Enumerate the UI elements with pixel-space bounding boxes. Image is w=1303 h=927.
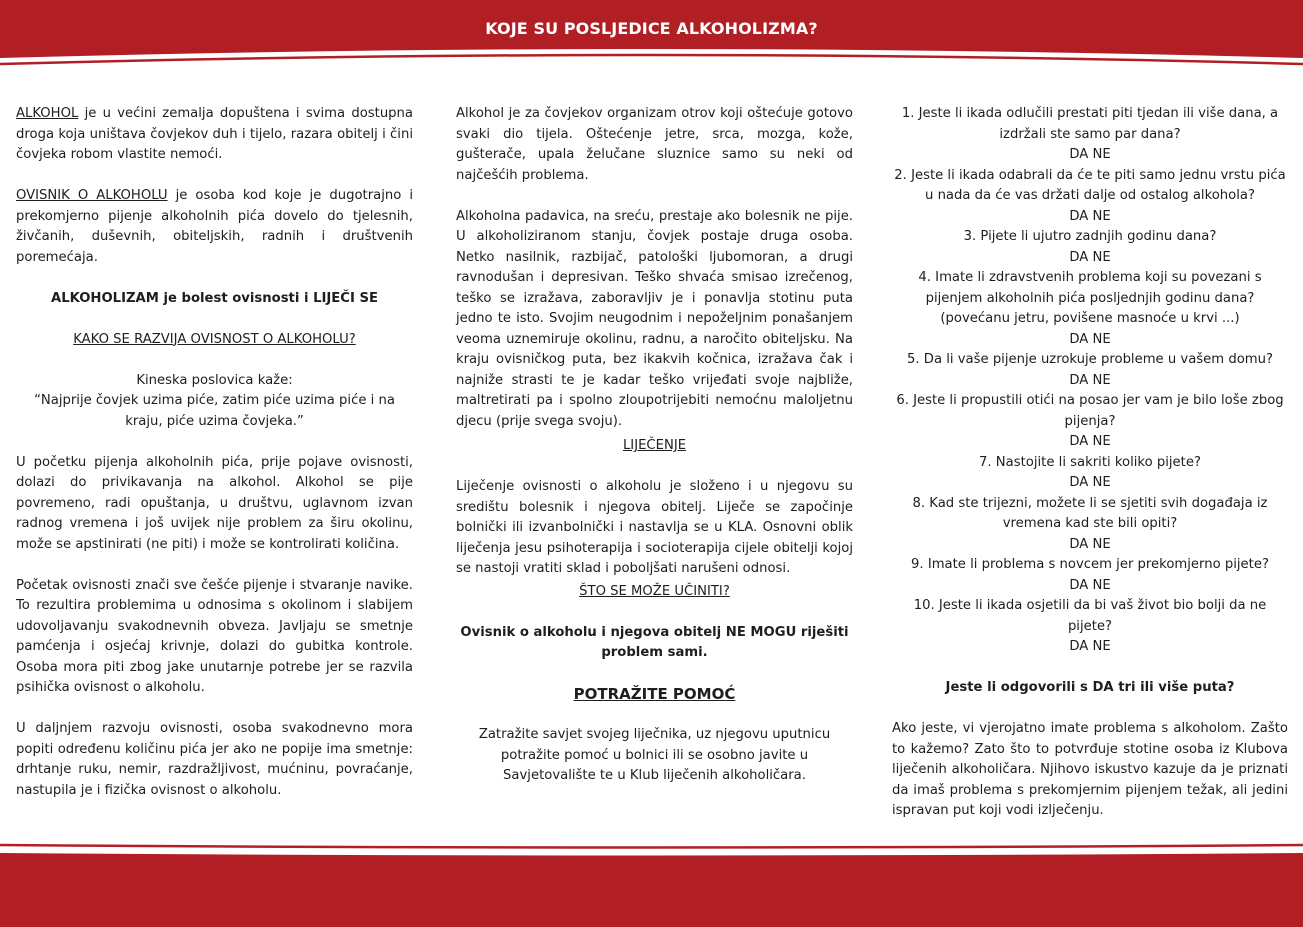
question-text: 8. Kad ste trijezni, možete li se sjetiti svih događaja iz vremena kad ste bili opiti? [912, 495, 1268, 531]
question-item [892, 227, 1288, 268]
yes-no-options: DA NE [1069, 208, 1111, 224]
treatment-heading: LIJEČENJE [622, 438, 687, 453]
question-item [892, 350, 1288, 391]
conclusion-paragraph: Ako jeste, vi vjerojatno imate problema s alkoholom. Zašto to kažemo? Zato što to potvrđuje stotine osoba iz Klubova liječenih alkoholičara. Njihovo iskustvo kazuje da je priznati da imaš problema s prekomjernim pijenjem težak, ali jedini ispravan put koji vodi izlječenju. [892, 721, 1288, 818]
early-stage-paragraph: U početku pijenja alkoholnih pića, prije pojave ovisnosti, dolazi do privikavanja na alkohol. Alkohol se pije povremeno, radi opuštanja, u društvu, uglavnom izvan radnog vremena i još uvijek nije problem za širu okolinu, može se apstinirati (ne piti) i može se kontrolirati količina. [16, 454, 413, 552]
behavior-paragraph: Alkoholna padavica, na sreću, prestaje ako bolesnik ne pije. U alkoholiziranom stanju, čovjek postaje druga osoba. Netko nasilnik, razbijač, patološki ljubomoran, a drugi ravnodušan i depresivan. Teško shvaća smisao izrečenog, teško se izražava, zaboravljiv je i ponavlja stotinu puta jedno te isto. Svojim neugodnim i nepoželjnim ponašanjem veoma uznemiruje okolinu, radnu, a naročito obiteljsku. Na kraju ovisničkog puta, bez ikakvih kočnica, izražava čak i najniže strasti te je kadar teško vrijeđati svoje najbliže, maltretirati pa i spolno zloupotrijebiti nemoćnu maloljetnu djecu (prije svega svoju). [456, 208, 853, 429]
yes-no-options: DA NE [1069, 475, 1111, 490]
advanced-stage-paragraph: U daljnjem razvoju ovisnosti, osoba svakodnevno mora popiti određenu količinu pića jer ako ne popije ima smetnje: drhtanje ruku, nemir, razdražljivost, mućninu, povraćanje, nastupila je i fizička ovisnost o alkoholu. [16, 721, 413, 798]
alcohol-definition-text: je u većini zemalja dopuštena i svima dostupna droga koja uništava čovjekov duh i tijelo, razara obitelj i čini čovjeka robom vlastite nemoći. [16, 106, 413, 162]
question-item [892, 104, 1288, 166]
yes-no-options: DA NE [1069, 147, 1111, 162]
column-intro [16, 104, 413, 801]
footer-stripe-light [0, 849, 1303, 852]
question-text: 4. Imate li zdravstvenih problema koji su povezani s pijenjem alkoholnih pića posljednjih godinu dana? (povećanu jetru, povišene masnoće u krvi ...) [918, 270, 1262, 326]
yes-no-options: DA NE [1069, 536, 1111, 552]
yes-no-options: DA NE [1069, 434, 1111, 449]
damage-paragraph: Alkohol je za čovjekov organizam otrov koji oštećuje gotovo svaki dio tijela. Oštećenje jetre, srca, mozga, kože, gušterače, upala želučane sluznice samo su neki od najčešćih problema. [456, 106, 853, 183]
yes-no-options: DA NE [1069, 249, 1111, 265]
addict-term: OVISNIK O ALKOHOLU [16, 188, 168, 203]
footer-stripe-red [0, 845, 1303, 848]
yes-no-options: DA NE [1069, 639, 1111, 654]
result-question: Jeste li odgovorili s DA tri ili više puta? [945, 680, 1235, 695]
proverb-quote: “Najprije čovjek uzima piće, zatim piće uzima piće i na kraju, piće uzima čovjeka.” [34, 393, 395, 429]
question-text: 7. Nastojite li sakriti koliko pijete? [979, 454, 1201, 470]
question-text: 10. Jeste li ikada osjetili da bi vaš život bio bolji da ne pijete? [913, 598, 1267, 634]
question-text: 3. Pijete li ujutro zadnjih godinu dana? [963, 229, 1217, 244]
development-heading: KAKO SE RAZVIJA OVISNOST O ALKOHOLU? [73, 331, 356, 347]
question-item [892, 166, 1288, 228]
yes-no-options: DA NE [1069, 331, 1111, 347]
question-text: 1. Jeste li ikada odlučili prestati piti tjedan ili više dana, a izdržali ste samo par dana? [901, 106, 1279, 142]
question-item [892, 268, 1288, 350]
column-consequences [456, 104, 853, 787]
question-item [892, 453, 1288, 494]
seek-help-heading: POTRAŽITE POMOĆ [573, 685, 736, 703]
proverb-intro: Kineska poslovica kaže: [136, 372, 293, 388]
onset-paragraph: Početak ovisnosti znači sve češće pijenje i stvaranje navike. To rezultira problemima u odnosima s okolinom i slabijem udovoljavanju svakodnevnih obveza. Javljaju se smetnje pamćenja i osjećaj krivnje, dolazi do gubitka kontrole. Osoba mora piti zbog jake unutarnje potrebe jer se razvila psihička ovisnost o alkoholu. [16, 577, 413, 695]
addict-definition [16, 186, 413, 268]
question-item [892, 555, 1288, 596]
header-banner [0, 0, 1303, 80]
alcohol-term: ALKOHOL [16, 106, 79, 121]
yes-no-options: DA NE [1069, 372, 1111, 388]
question-text: 9. Imate li problema s novcem jer prekomjerno pijete? [911, 557, 1269, 572]
alcohol-definition [16, 104, 413, 166]
column-questionnaire [892, 104, 1288, 822]
page-title: KOJE SU POSLJEDICE ALKOHOLIZMA? [485, 19, 818, 38]
yes-no-options: DA NE [1069, 577, 1111, 593]
question-item [892, 391, 1288, 453]
question-text: 2. Jeste li ikada odabrali da će te piti samo jednu vrstu pića u nada da će vas držati dalje od ostalog alkohola? [894, 167, 1286, 203]
addict-definition-text: je osoba kod koje je dugotrajno i prekomjerno pijenje alkoholnih pića dovelo do tjelesnih, živčanih, duševnih, obiteljskih, radnih i društvenih poremećaja. [16, 188, 413, 265]
question-text: 6. Jeste li propustili otići na posao jer vam je bilo loše zbog pijenja? [896, 393, 1284, 429]
question-item [892, 596, 1288, 658]
footer-band-shape [0, 853, 1303, 927]
question-text: 5. Da li vaše pijenje uzrokuje probleme u vašem domu? [907, 352, 1273, 367]
question-item [892, 494, 1288, 556]
cannot-solve-statement: Ovisnik o alkoholu i njegova obitelj NE MOGU riješiti problem sami. [460, 624, 849, 660]
disease-statement: ALKOHOLIZAM je bolest ovisnosti i LIJEČI SE [50, 290, 378, 306]
treatment-paragraph: Liječenje ovisnosti o alkoholu je složeno i u njegovu su središtu bolesnik i njegova obitelj. Liječe se započinje bolnički ili izvanbolnički i nastavlja se u KLA. Osnovni oblik liječenja jesu psihoterapija i socioterapija cijele obitelji kojoj se nastoji vratiti sklad i poboljšati narušeni odnosi. [456, 479, 853, 576]
footer-banner [0, 838, 1303, 927]
action-heading: ŠTO SE MOŽE UČINITI? [579, 583, 730, 599]
advice-paragraph: Zatražite savjet svojeg liječnika, uz njegovu uputnicu potražite pomoć u bolnici ili se osobno javite u Savjetovalište te u Klub liječenih alkoholičara. [478, 727, 831, 783]
